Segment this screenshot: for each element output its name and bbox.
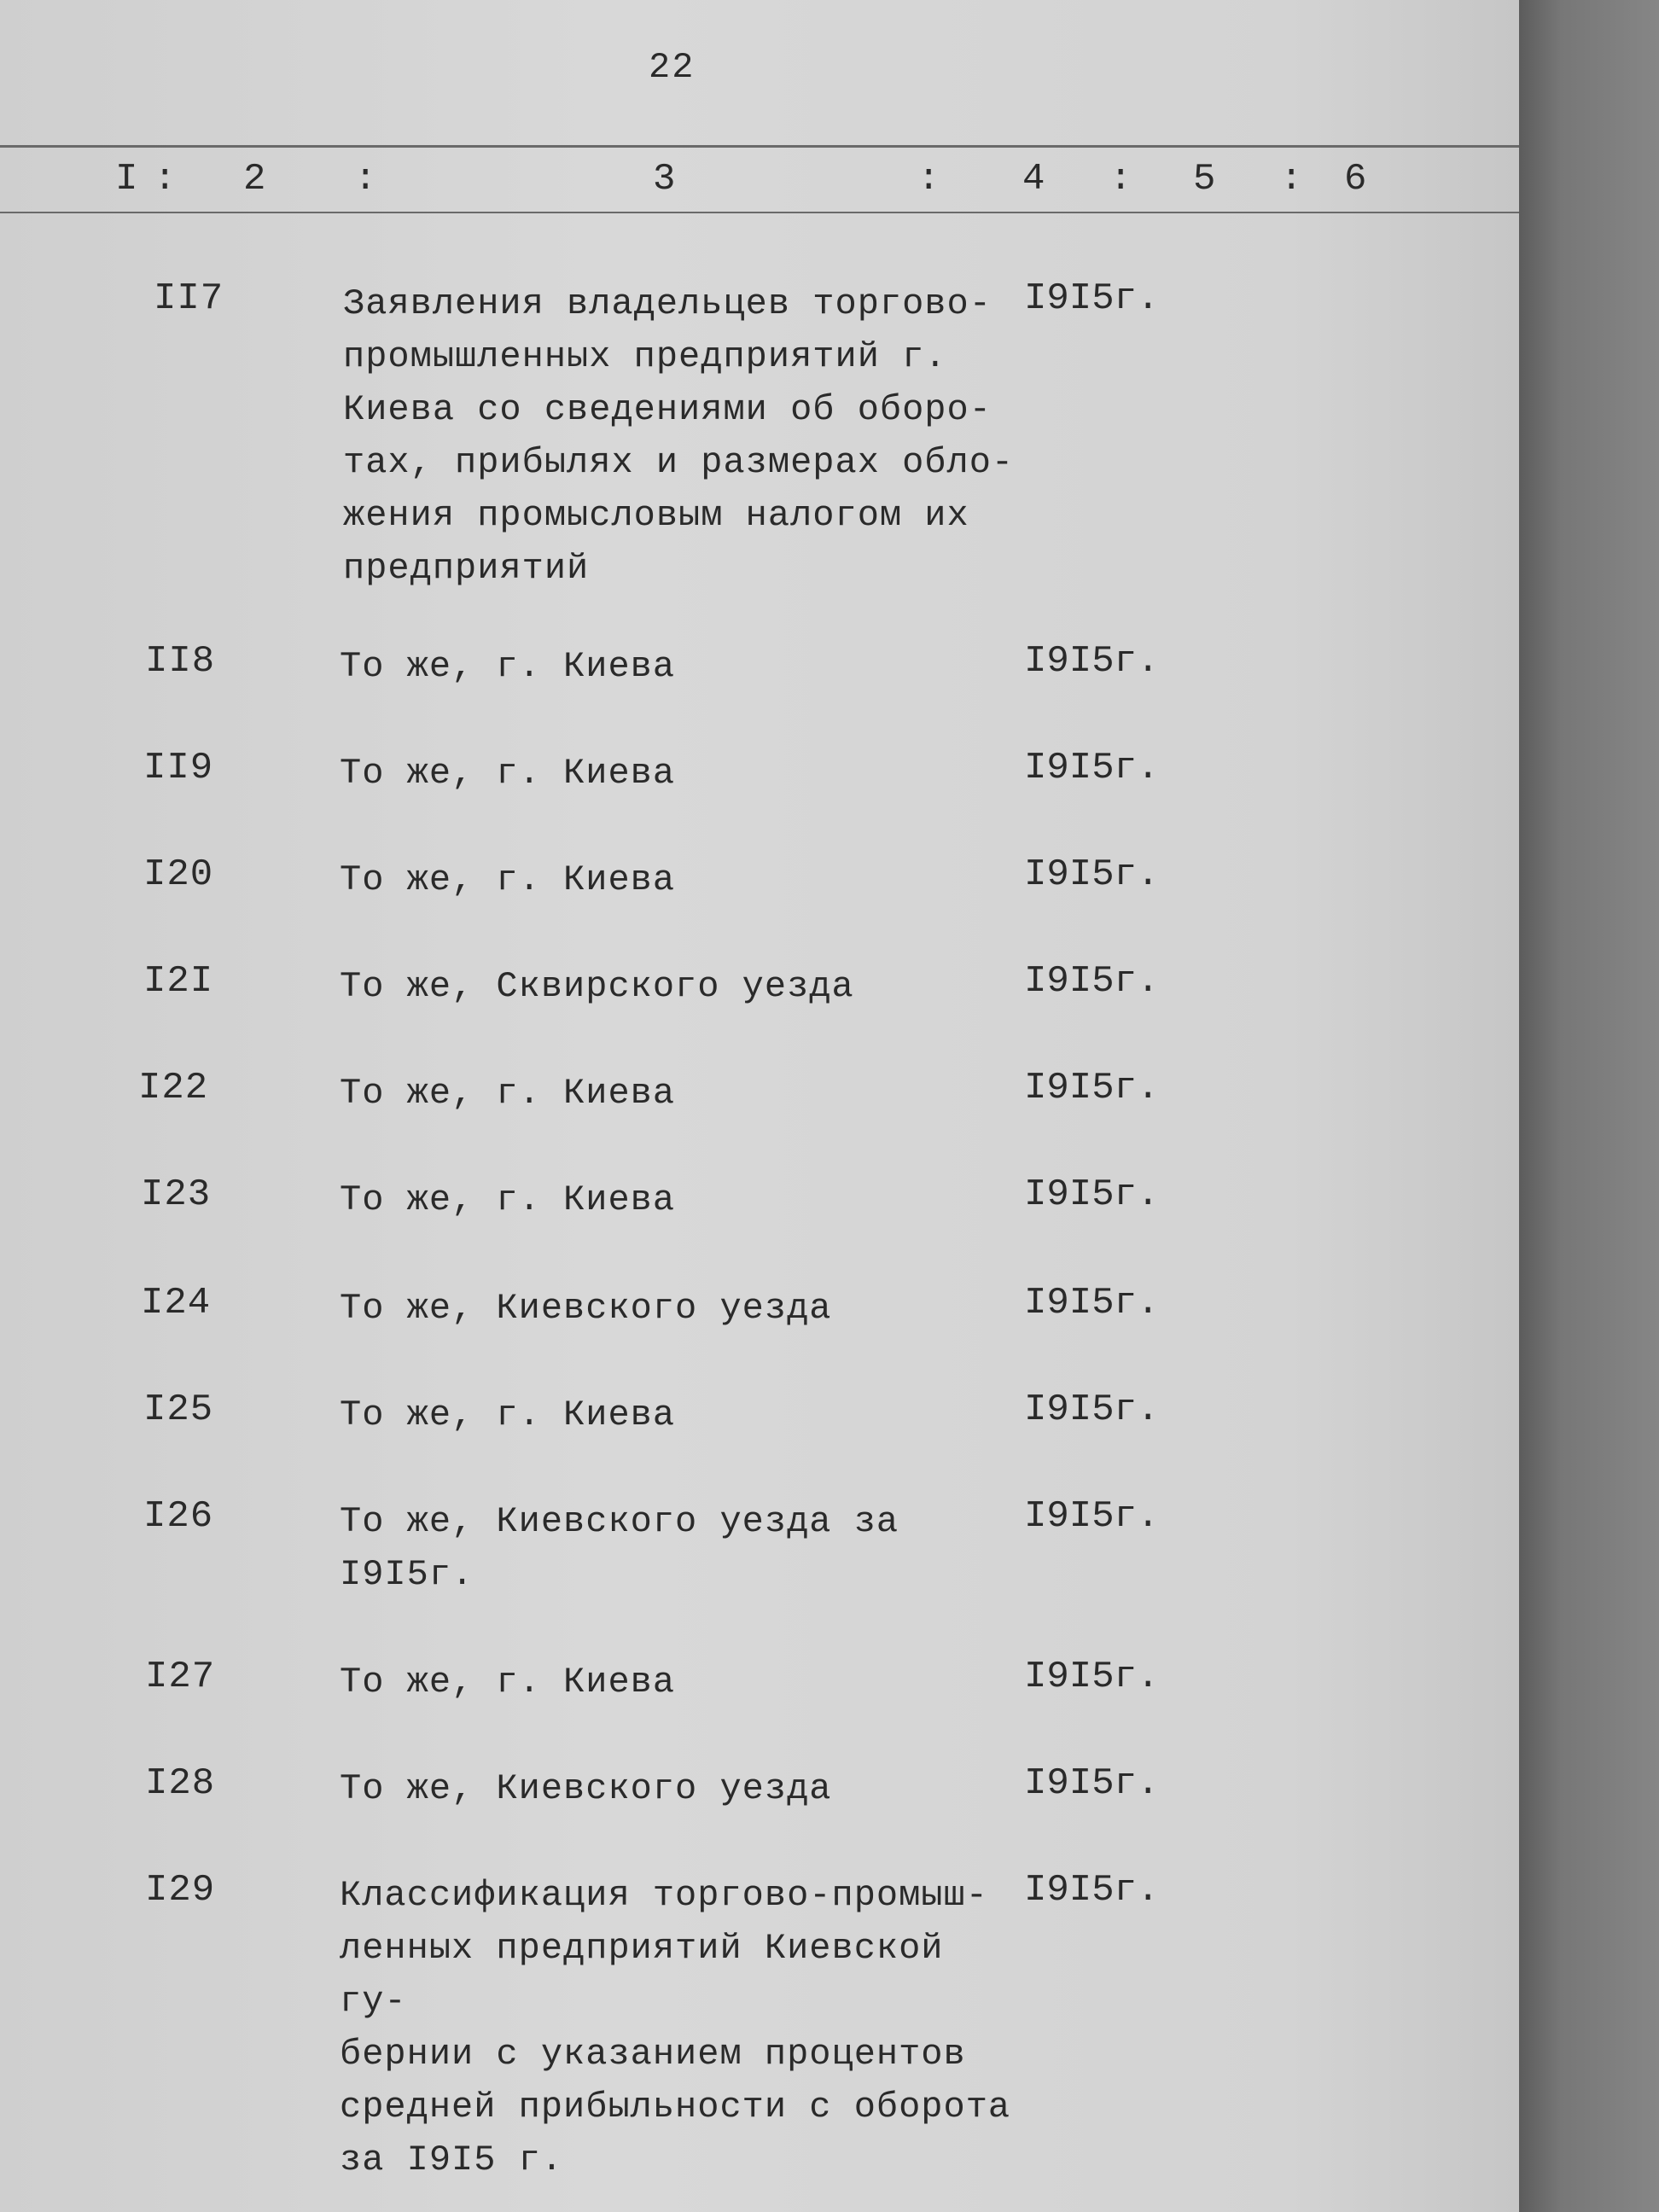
row-description: То же, Киевского уезда <box>340 1768 832 1809</box>
header-top-rule <box>0 145 1519 148</box>
page-number: 22 <box>649 47 696 88</box>
row-description: То же, г. Киева <box>340 646 676 687</box>
row-date: I9I5г. <box>1024 1762 1160 1805</box>
page-edge-shadow <box>1519 0 1659 2212</box>
row-number: I22 <box>138 1067 209 1109</box>
row-date: I9I5г. <box>1024 1067 1160 1109</box>
row-description: Классификация торгово-промыш- ленных предприятий Киевской гу- бернии с указанием процентов средней прибыльности с оборота за I9I5 г. <box>340 1875 1011 2180</box>
row-number: I29 <box>145 1869 216 1912</box>
row-description: То же, г. Киева <box>340 1179 676 1220</box>
row-date: I9I5г. <box>1024 1495 1160 1538</box>
column-header-2: 2 <box>243 158 266 201</box>
row-description: То же, Сквирского уезда <box>340 966 854 1007</box>
row-description: То же, Киевского уезда <box>340 1288 832 1329</box>
row-number: I26 <box>143 1495 214 1538</box>
column-separator: : <box>354 158 377 201</box>
row-date: I9I5г. <box>1024 1282 1160 1324</box>
row-description: То же, Киевского уезда за I9I5г. <box>340 1501 899 1595</box>
column-header-5: 5 <box>1193 158 1216 201</box>
row-date: I9I5г. <box>1024 277 1160 320</box>
header-bottom-rule <box>0 212 1519 213</box>
row-date: I9I5г. <box>1024 640 1160 683</box>
row-number: I27 <box>145 1656 216 1698</box>
row-number: I25 <box>143 1388 214 1431</box>
row-description: То же, г. Киева <box>340 1073 676 1114</box>
row-description: Заявления владельцев торгово- промышленных предприятий г. Киева со сведениями об оборо- тах, прибылях и размерах обло- жения промысловым налогом их предприятий <box>343 283 1015 589</box>
column-header-3: 3 <box>653 158 676 201</box>
column-separator: : <box>1280 158 1303 201</box>
column-header-4: 4 <box>1022 158 1045 201</box>
row-number: I24 <box>141 1282 212 1324</box>
row-date: I9I5г. <box>1024 853 1160 896</box>
column-separator: : <box>154 158 177 201</box>
row-description: То же, г. Киева <box>340 1394 676 1435</box>
row-number: I23 <box>141 1173 212 1216</box>
row-number: I28 <box>145 1762 216 1805</box>
row-number: II8 <box>145 640 216 683</box>
row-date: I9I5г. <box>1024 960 1160 1003</box>
row-description: То же, г. Киева <box>340 1662 676 1703</box>
row-number: II9 <box>143 747 214 789</box>
column-header-1: I <box>115 158 138 201</box>
row-date: I9I5г. <box>1024 1388 1160 1431</box>
row-date: I9I5г. <box>1024 1869 1160 1912</box>
row-description: То же, г. Киева <box>340 859 676 900</box>
row-date: I9I5г. <box>1024 747 1160 789</box>
row-number: I2I <box>143 960 214 1003</box>
row-description: То же, г. Киева <box>340 753 676 794</box>
column-separator: : <box>917 158 940 201</box>
column-header-6: 6 <box>1344 158 1367 201</box>
column-separator: : <box>1109 158 1132 201</box>
row-date: I9I5г. <box>1024 1173 1160 1216</box>
row-date: I9I5г. <box>1024 1656 1160 1698</box>
row-number: II7 <box>154 277 224 320</box>
row-number: I20 <box>143 853 214 896</box>
